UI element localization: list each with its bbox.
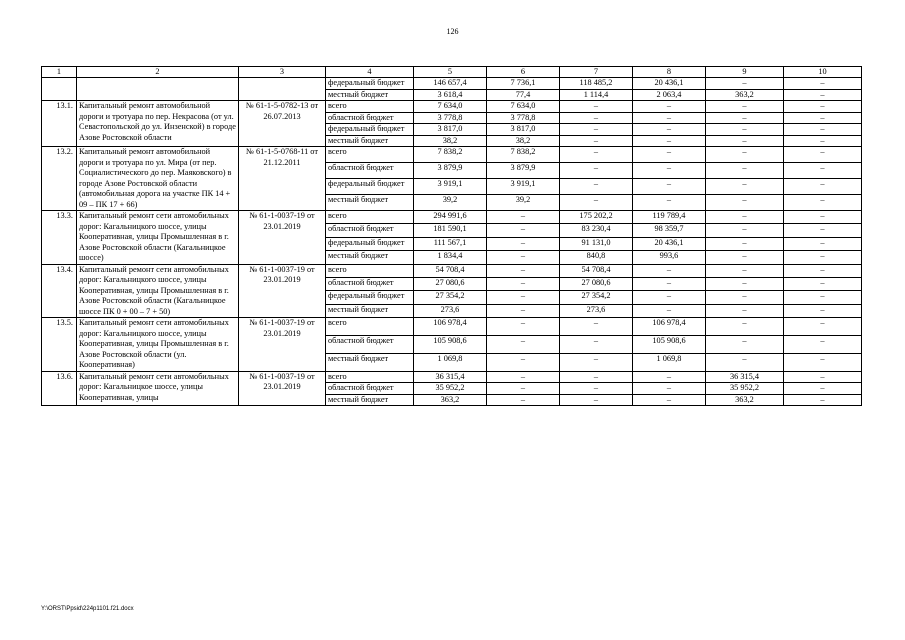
value-col9: – xyxy=(706,335,784,353)
value-total: 35 952,2 xyxy=(414,383,487,395)
value-col8: – xyxy=(633,179,706,195)
object-name: Капитальный ремонт автомобильной дороги и тротуара по пер. Некрасова (от ул. Севастопольской до ул. Инзенской) в городе Азове Ростовской области xyxy=(77,101,239,147)
value-total: 3 817,0 xyxy=(414,124,487,136)
funding-source: областной бюджет xyxy=(326,224,414,237)
value-col10: – xyxy=(784,112,862,124)
value-col8: 105 908,6 xyxy=(633,335,706,353)
value-col9: – xyxy=(706,277,784,290)
value-total: 105 908,6 xyxy=(414,335,487,353)
value-col9: – xyxy=(706,251,784,264)
value-col6: – xyxy=(487,237,560,250)
column-header: 8 xyxy=(633,67,706,78)
object-name: Капитальный ремонт сети автомобильных дорог: Кагальницкого шоссе, улицы Кооперативная, улицы Промышленная в г. Азове Ростовской области (Кагальницкое шоссе ПК 0 + 00 – 7 + 50) xyxy=(77,264,239,318)
value-col6: – xyxy=(487,383,560,395)
value-col10: – xyxy=(784,335,862,353)
item-number xyxy=(42,78,77,101)
value-col9: – xyxy=(706,78,784,90)
value-col9: 363,2 xyxy=(706,394,784,406)
value-col8: – xyxy=(633,304,706,317)
value-col8: – xyxy=(633,101,706,113)
funding-source: всего xyxy=(326,101,414,113)
value-col7: – xyxy=(560,112,633,124)
column-header: 10 xyxy=(784,67,862,78)
table-row xyxy=(42,371,862,383)
value-total: 3 919,1 xyxy=(414,179,487,195)
value-col6: – xyxy=(487,318,560,336)
value-col9: – xyxy=(706,353,784,371)
funding-source: местный бюджет xyxy=(326,353,414,371)
value-total: 363,2 xyxy=(414,394,487,406)
value-col7: 83 230,4 xyxy=(560,224,633,237)
value-total: 273,6 xyxy=(414,304,487,317)
item-number: 13.3. xyxy=(42,211,77,265)
value-col10: – xyxy=(784,195,862,211)
value-total: 39,2 xyxy=(414,195,487,211)
item-number: 13.5. xyxy=(42,318,77,372)
page-number: 126 xyxy=(446,27,459,36)
value-col8: 993,6 xyxy=(633,251,706,264)
column-header: 7 xyxy=(560,67,633,78)
value-col8: 2 063,4 xyxy=(633,89,706,101)
item-number: 13.1. xyxy=(42,101,77,147)
value-col10: – xyxy=(784,304,862,317)
footer-file-path: Y:\ORST\Ppsid\224p1101.f21.docx xyxy=(41,606,134,612)
value-col10: – xyxy=(784,383,862,395)
value-col8: – xyxy=(633,124,706,136)
value-total: 146 657,4 xyxy=(414,78,487,90)
table-row xyxy=(42,211,862,224)
value-col8: 98 359,7 xyxy=(633,224,706,237)
funding-source: областной бюджет xyxy=(326,277,414,290)
value-total: 36 315,4 xyxy=(414,371,487,383)
value-total: 1 069,8 xyxy=(414,353,487,371)
column-header: 9 xyxy=(706,67,784,78)
value-col6: – xyxy=(487,371,560,383)
value-col6: – xyxy=(487,277,560,290)
value-col7: – xyxy=(560,383,633,395)
value-col10: – xyxy=(784,101,862,113)
object-name xyxy=(77,78,239,101)
value-col6: – xyxy=(487,211,560,224)
permit-number: № 61-1-5-0782-13 от 26.07.2013 xyxy=(239,101,326,147)
value-col6: – xyxy=(487,304,560,317)
value-col7: – xyxy=(560,101,633,113)
value-col10: – xyxy=(784,264,862,277)
funding-source: областной бюджет xyxy=(326,163,414,179)
funding-source: областной бюджет xyxy=(326,383,414,395)
table-row xyxy=(42,318,862,336)
funding-source: местный бюджет xyxy=(326,89,414,101)
value-col9: – xyxy=(706,147,784,163)
value-col6: – xyxy=(487,264,560,277)
value-col7: – xyxy=(560,394,633,406)
value-col7: 54 708,4 xyxy=(560,264,633,277)
value-col9: – xyxy=(706,163,784,179)
permit-number: № 61-1-0037-19 от 23.01.2019 xyxy=(239,318,326,372)
value-col10: – xyxy=(784,179,862,195)
funding-source: местный бюджет xyxy=(326,304,414,317)
value-col9: – xyxy=(706,304,784,317)
funding-source: федеральный бюджет xyxy=(326,124,414,136)
value-col8: 119 789,4 xyxy=(633,211,706,224)
value-col10: – xyxy=(784,291,862,304)
value-col8: 20 436,1 xyxy=(633,237,706,250)
value-col8: – xyxy=(633,394,706,406)
value-col8: 1 069,8 xyxy=(633,353,706,371)
value-col7: 175 202,2 xyxy=(560,211,633,224)
value-col9: 35 952,2 xyxy=(706,383,784,395)
value-col9: – xyxy=(706,124,784,136)
funding-source: местный бюджет xyxy=(326,251,414,264)
value-col7: – xyxy=(560,195,633,211)
object-name: Капитальный ремонт сети автомобильных дорог: Кагальницкого шоссе, улицы Кооперативная, улицы Промышленная в г. Азове Ростовской области (Кагальницкое шоссе) xyxy=(77,211,239,265)
column-header: 3 xyxy=(239,67,326,78)
value-col9: – xyxy=(706,135,784,147)
value-col6: 7 634,0 xyxy=(487,101,560,113)
value-total: 294 991,6 xyxy=(414,211,487,224)
funding-source: федеральный бюджет xyxy=(326,78,414,90)
value-col8: – xyxy=(633,277,706,290)
value-col6: – xyxy=(487,224,560,237)
value-total: 1 834,4 xyxy=(414,251,487,264)
value-col9: – xyxy=(706,112,784,124)
funding-source: всего xyxy=(326,318,414,336)
value-total: 7 634,0 xyxy=(414,101,487,113)
value-col9: – xyxy=(706,195,784,211)
value-col10: – xyxy=(784,371,862,383)
table-row xyxy=(42,78,862,90)
value-col6: 3 919,1 xyxy=(487,179,560,195)
value-col8: – xyxy=(633,135,706,147)
value-col9: – xyxy=(706,101,784,113)
value-col6: – xyxy=(487,251,560,264)
value-col10: – xyxy=(784,78,862,90)
funding-source: всего xyxy=(326,371,414,383)
value-col8: – xyxy=(633,147,706,163)
value-total: 3 618,4 xyxy=(414,89,487,101)
value-col7: – xyxy=(560,124,633,136)
value-col6: 3 817,0 xyxy=(487,124,560,136)
value-total: 27 354,2 xyxy=(414,291,487,304)
value-total: 3 879,9 xyxy=(414,163,487,179)
value-col9: – xyxy=(706,224,784,237)
budget-table-container xyxy=(41,66,861,406)
value-col6: 39,2 xyxy=(487,195,560,211)
value-col7: 27 354,2 xyxy=(560,291,633,304)
column-header: 4 xyxy=(326,67,414,78)
value-col7: – xyxy=(560,371,633,383)
value-col10: – xyxy=(784,124,862,136)
table-row xyxy=(42,147,862,163)
table-row xyxy=(42,264,862,277)
value-col6: 7 838,2 xyxy=(487,147,560,163)
value-col9: 36 315,4 xyxy=(706,371,784,383)
value-col7: – xyxy=(560,353,633,371)
column-header: 1 xyxy=(42,67,77,78)
value-col8: – xyxy=(633,291,706,304)
object-name: Капитальный ремонт сети автомобильных дорог: Кагальницкого шоссе, улицы Кооперативная, улицы Промышленная в г. Азове Ростовской области (ул. Кооперативная) xyxy=(77,318,239,372)
object-name: Капитальный ремонт автомобильной дороги и тротуара по ул. Мира (от пер. Социалистического до пер. Маяковского) в городе Азове Ростовской области (автомобильная дорога на участке ПК 14 + 09 – ПК 17 + 66) xyxy=(77,147,239,211)
value-col8: 106 978,4 xyxy=(633,318,706,336)
value-col7: – xyxy=(560,318,633,336)
value-col7: 27 080,6 xyxy=(560,277,633,290)
column-header: 6 xyxy=(487,67,560,78)
value-col7: 273,6 xyxy=(560,304,633,317)
funding-source: всего xyxy=(326,211,414,224)
value-col10: – xyxy=(784,147,862,163)
value-col9: – xyxy=(706,291,784,304)
value-col9: – xyxy=(706,264,784,277)
funding-source: местный бюджет xyxy=(326,135,414,147)
value-col7: – xyxy=(560,147,633,163)
funding-source: федеральный бюджет xyxy=(326,237,414,250)
value-col10: – xyxy=(784,318,862,336)
value-col8: – xyxy=(633,371,706,383)
value-col10: – xyxy=(784,353,862,371)
value-col6: 7 736,1 xyxy=(487,78,560,90)
value-col9: – xyxy=(706,237,784,250)
value-total: 38,2 xyxy=(414,135,487,147)
value-col7: 1 114,4 xyxy=(560,89,633,101)
funding-source: всего xyxy=(326,147,414,163)
value-col8: – xyxy=(633,383,706,395)
value-col9: 363,2 xyxy=(706,89,784,101)
value-col6: – xyxy=(487,394,560,406)
item-number: 13.4. xyxy=(42,264,77,318)
value-col9: – xyxy=(706,211,784,224)
funding-source: областной бюджет xyxy=(326,335,414,353)
value-total: 181 590,1 xyxy=(414,224,487,237)
item-number: 13.2. xyxy=(42,147,77,211)
value-col10: – xyxy=(784,224,862,237)
value-col6: 3 778,8 xyxy=(487,112,560,124)
permit-number: № 61-1-0037-19 от 23.01.2019 xyxy=(239,211,326,265)
funding-source: местный бюджет xyxy=(326,394,414,406)
value-col6: 3 879,9 xyxy=(487,163,560,179)
value-col6: 77,4 xyxy=(487,89,560,101)
value-col9: – xyxy=(706,318,784,336)
value-col10: – xyxy=(784,251,862,264)
table-row xyxy=(42,101,862,113)
value-col7: – xyxy=(560,335,633,353)
value-total: 27 080,6 xyxy=(414,277,487,290)
value-col8: – xyxy=(633,195,706,211)
permit-number: № 61-1-0037-19 от 23.01.2019 xyxy=(239,264,326,318)
value-col6: 38,2 xyxy=(487,135,560,147)
funding-source: областной бюджет xyxy=(326,112,414,124)
value-col7: 840,8 xyxy=(560,251,633,264)
value-col7: 118 485,2 xyxy=(560,78,633,90)
value-total: 106 978,4 xyxy=(414,318,487,336)
budget-table xyxy=(41,66,862,406)
value-col7: – xyxy=(560,163,633,179)
funding-source: федеральный бюджет xyxy=(326,179,414,195)
value-col8: – xyxy=(633,163,706,179)
permit-number xyxy=(239,78,326,101)
permit-number: № 61-1-0037-19 от 23.01.2019 xyxy=(239,371,326,406)
value-col10: – xyxy=(784,277,862,290)
value-col8: – xyxy=(633,264,706,277)
value-total: 54 708,4 xyxy=(414,264,487,277)
funding-source: федеральный бюджет xyxy=(326,291,414,304)
value-col10: – xyxy=(784,237,862,250)
column-header: 2 xyxy=(77,67,239,78)
value-col7: – xyxy=(560,179,633,195)
funding-source: всего xyxy=(326,264,414,277)
column-number-row xyxy=(42,67,862,78)
value-col6: – xyxy=(487,353,560,371)
value-col10: – xyxy=(784,135,862,147)
value-col10: – xyxy=(784,211,862,224)
value-col7: 91 131,0 xyxy=(560,237,633,250)
value-col6: – xyxy=(487,335,560,353)
value-col8: 20 436,1 xyxy=(633,78,706,90)
value-col6: – xyxy=(487,291,560,304)
value-total: 3 778,8 xyxy=(414,112,487,124)
object-name: Капитальный ремонт сети автомобильных дорог: Кагальницкое шоссе, улицы Кооперативная, улицы xyxy=(77,371,239,406)
value-total: 111 567,1 xyxy=(414,237,487,250)
item-number: 13.6. xyxy=(42,371,77,406)
column-header: 5 xyxy=(414,67,487,78)
funding-source: местный бюджет xyxy=(326,195,414,211)
value-col9: – xyxy=(706,179,784,195)
value-col8: – xyxy=(633,112,706,124)
value-col10: – xyxy=(784,89,862,101)
value-col10: – xyxy=(784,163,862,179)
value-total: 7 838,2 xyxy=(414,147,487,163)
permit-number: № 61-1-5-0768-11 от 21.12.2011 xyxy=(239,147,326,211)
value-col10: – xyxy=(784,394,862,406)
value-col7: – xyxy=(560,135,633,147)
